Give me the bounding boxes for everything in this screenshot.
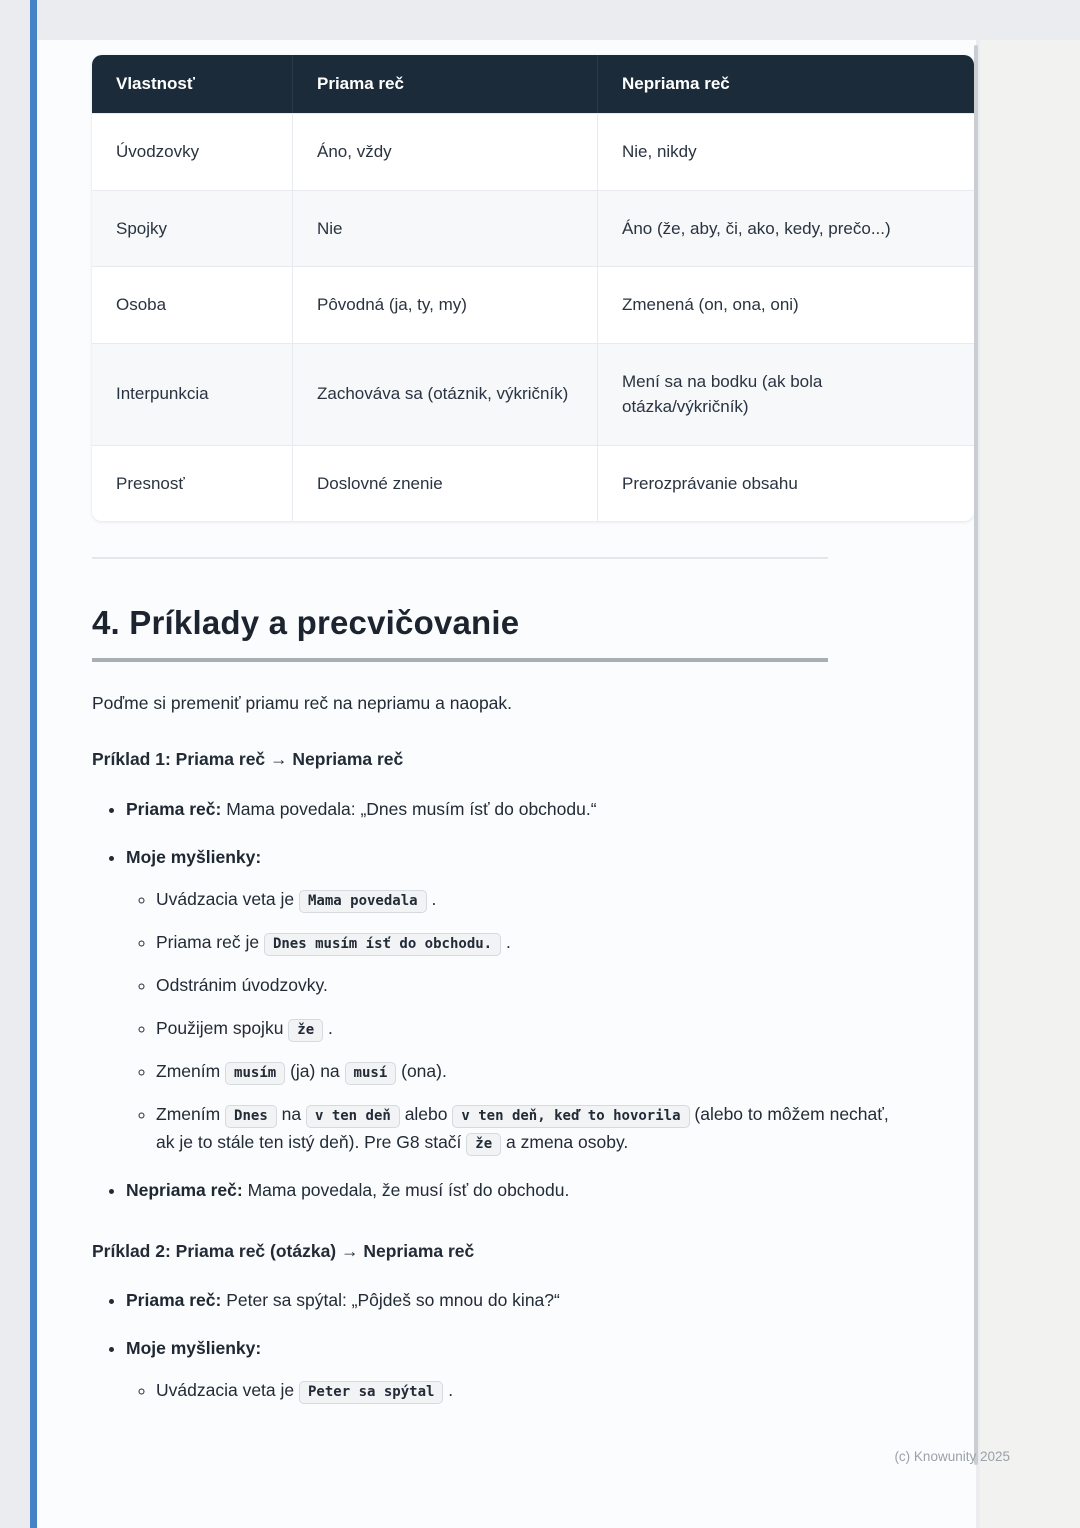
table-header-cell: Vlastnosť: [92, 55, 293, 113]
list-item: [126, 1334, 892, 1404]
table-cell: Presnosť: [92, 445, 293, 522]
inline-code-chip: Peter sa spýtal: [299, 1381, 443, 1404]
text-run: (ja) na: [285, 1060, 345, 1081]
inline-code-chip: Mama povedala: [299, 890, 427, 913]
list-item: [156, 1376, 892, 1404]
bold-text: Nepriama reč:: [126, 1179, 243, 1200]
text-run: Uvádzacia veta je: [156, 888, 299, 909]
right-margin-rail: [980, 40, 1080, 1528]
text-run: .: [323, 1017, 333, 1038]
list-item: [126, 1286, 892, 1314]
text-run: Mama povedala, že musí ísť do obchodu.: [242, 1179, 570, 1200]
bold-text: Priama reč:: [126, 798, 222, 819]
list-item: [126, 1176, 892, 1204]
inline-code-chip: že: [466, 1133, 501, 1156]
inline-code-chip: v ten deň, keď to hovorila: [452, 1105, 689, 1128]
section-heading: 4. Príklady a precvičovanie: [92, 604, 828, 662]
text-run: na: [276, 1103, 306, 1124]
section-divider: [92, 557, 828, 559]
sub-list: [126, 885, 892, 1156]
list-item: [156, 1057, 892, 1085]
inline-code-chip: Dnes: [225, 1105, 277, 1128]
document-page: [37, 40, 976, 1528]
inline-code-chip: musí: [345, 1062, 397, 1085]
inline-code-chip: Dnes musím ísť do obchodu.: [264, 933, 501, 956]
list-item: [156, 1100, 892, 1156]
sub-list: [126, 1376, 892, 1404]
table-cell: Zachováva sa (otáznik, výkričník): [293, 343, 598, 445]
table-cell: Interpunkcia: [92, 343, 293, 445]
list-item: [126, 795, 892, 823]
table-cell: Osoba: [92, 266, 293, 343]
table-header-cell: Priama reč: [293, 55, 598, 113]
text-run: Uvádzacia veta je: [156, 1379, 299, 1400]
bold-text: Priama reč:: [126, 1289, 222, 1310]
text-run: Peter sa spýtal: „Pôjdeš so mnou do kina?“: [221, 1289, 560, 1310]
text-run: a zmena osoby.: [501, 1131, 629, 1152]
text-run: Použijem spojku: [156, 1017, 289, 1038]
document-content: [37, 40, 892, 1404]
example2-title: Príklad 2: Priama reč (otázka) → Nepriama reč: [92, 1240, 475, 1261]
table-cell: Spojky: [92, 190, 293, 267]
intro-paragraph: Poďme si premeniť priamu reč na nepriamu a naopak.: [92, 693, 513, 713]
bold-text: Moje myšlienky:: [126, 1337, 262, 1358]
table-cell: Úvodzovky: [92, 113, 293, 190]
table-cell: Prerozprávanie obsahu: [598, 445, 974, 522]
table-header-cell: Nepriama reč: [598, 55, 974, 113]
list-item: [156, 928, 892, 956]
text-run: .: [443, 1379, 454, 1400]
table-row: [92, 445, 974, 522]
table-header-row: [92, 55, 974, 113]
scrollbar-track[interactable]: [974, 45, 978, 1465]
table-cell: Doslovné znenie: [293, 445, 598, 522]
table-row: [92, 343, 974, 445]
text-run: (ona).: [396, 1060, 447, 1081]
table-cell: Mení sa na bodku (ak bola otázka/výkričník): [598, 343, 974, 445]
table-cell: Áno (že, aby, či, ako, kedy, prečo...): [598, 190, 974, 267]
page-accent-stripe: [30, 0, 37, 1528]
list-item: [156, 885, 892, 913]
example1-list: [92, 795, 892, 1204]
inline-code-chip: v ten deň: [306, 1105, 400, 1128]
table-cell: Áno, vždy: [293, 113, 598, 190]
text-run: Zmením: [156, 1103, 226, 1124]
list-item: [126, 843, 892, 1156]
text-run: Odstránim úvodzovky.: [156, 974, 328, 995]
text-run: (alebo to môžem nechať, ak je to stále ten istý deň). Pre G8 stačí: [156, 1103, 889, 1152]
text-run: Priama reč je: [156, 931, 264, 952]
table-row: [92, 190, 974, 267]
comparison-table: [92, 55, 974, 521]
inline-code-chip: že: [288, 1019, 323, 1042]
table-cell: Nie: [293, 190, 598, 267]
bold-text: Moje myšlienky:: [126, 846, 262, 867]
example1-title: Príklad 1: Priama reč → Nepriama reč: [92, 749, 404, 770]
list-item: [156, 971, 892, 999]
text-run: .: [501, 931, 511, 952]
table-cell: Pôvodná (ja, ty, my): [293, 266, 598, 343]
example2-list: [92, 1286, 892, 1404]
text-run: alebo: [399, 1103, 453, 1124]
table-cell: Zmenená (on, ona, oni): [598, 266, 974, 343]
text-run: Zmením: [156, 1060, 226, 1081]
footer-credit: (c) Knowunity 2025: [894, 1449, 1010, 1464]
table-cell: Nie, nikdy: [598, 113, 974, 190]
text-run: Mama povedala: „Dnes musím ísť do obchodu.“: [221, 798, 597, 819]
text-run: .: [426, 888, 437, 909]
inline-code-chip: musím: [225, 1062, 285, 1085]
table-row: [92, 113, 974, 190]
list-item: [156, 1014, 892, 1042]
table-row: [92, 266, 974, 343]
